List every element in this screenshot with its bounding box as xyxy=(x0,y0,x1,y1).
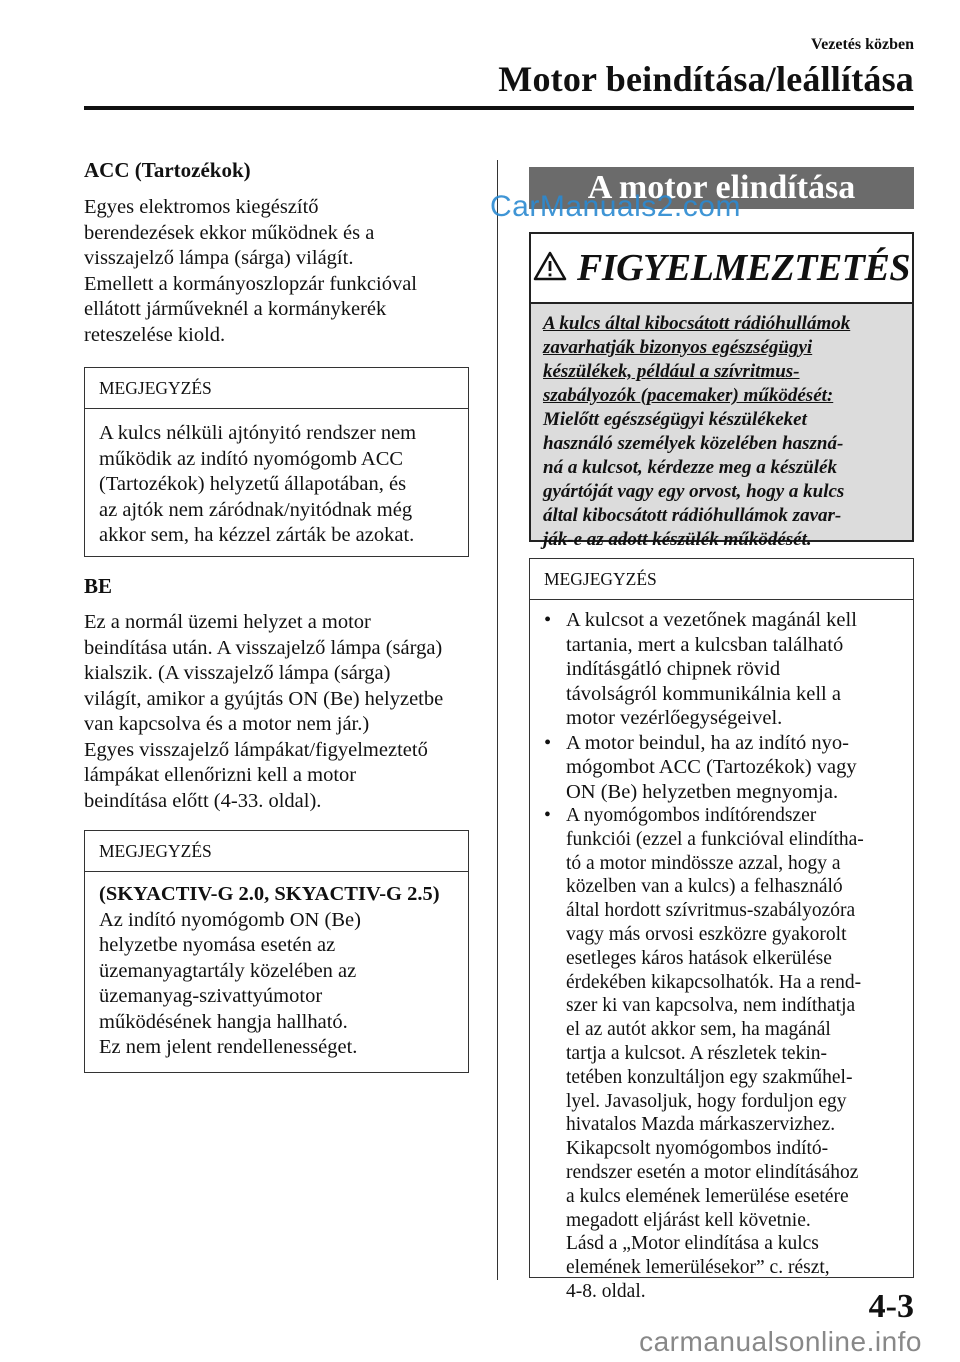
text-line: el az autót akkor sem, ha magánál xyxy=(566,1019,831,1041)
text-line: szabályozók (pacemaker) működését: xyxy=(543,385,834,406)
note-heading: MEGJEGYZÉS xyxy=(85,831,468,872)
text-line: A kulcs nélküli ajtónyitó rendszer nem xyxy=(99,422,417,444)
text-line: közelben van a kulcs) a felhasználó xyxy=(566,876,843,898)
text-line: Kikapcsolt nyomógombos indító- xyxy=(566,1138,829,1160)
text-line: tó a motor mindössze azzal, hogy a xyxy=(566,852,841,874)
text-line: Emellett a kormányoszlopzár funkcióval xyxy=(84,272,418,295)
warning-header xyxy=(531,234,912,304)
text-line: reteszelése kiold. xyxy=(84,323,226,346)
text-line: a kulcs elemének lemerülése esetére xyxy=(566,1185,849,1207)
text-line: zavarhatják bizonyos egészségügyi xyxy=(543,337,813,358)
page-number: 4-3 xyxy=(868,1288,914,1325)
text-line: A kulcs által kibocsátott rádióhullámok xyxy=(543,313,851,334)
bullet-icon: • xyxy=(544,731,552,754)
text-line: A nyomógombos indítórendszer xyxy=(566,805,817,826)
text-line: tartja a kulcsot. A részletek tekin- xyxy=(566,1042,827,1064)
footer-watermark: carmanualsonline.info xyxy=(639,1326,922,1357)
warning-box xyxy=(529,232,914,550)
bullet-item xyxy=(544,608,901,731)
text-line: által hordott szívritmus-szabályozóra xyxy=(566,900,856,922)
text-line: motor vezérlőegységeivel. xyxy=(566,707,783,729)
text-line: akkor sem, ha kézzel zárták be azokat. xyxy=(99,524,415,546)
text-line: van kapcsolva és a motor nem jár.) xyxy=(84,713,370,735)
text-line: berendezések ekkor működnek és a xyxy=(84,221,375,244)
acc-heading: ACC (Tartozékok) xyxy=(84,158,251,182)
text-line: használó személyek közelében haszná- xyxy=(543,433,844,454)
note-body xyxy=(530,600,913,1314)
section-banner: A motor elindítása xyxy=(529,167,914,209)
text-line: tetében konzultáljon egy szakműhel- xyxy=(566,1066,853,1088)
text-line: világít, amikor a gyújtás ON (Be) helyzetbe xyxy=(84,687,444,710)
text-line: 4-8. oldal. xyxy=(566,1280,646,1302)
text-line: működésének hangja hallható. xyxy=(99,1010,348,1033)
text-line: megadott eljárást kell követnie. xyxy=(566,1209,811,1231)
text-line: beindítása előtt (4-33. oldal). xyxy=(84,789,322,812)
text-line: üzemanyagtartály közelében az xyxy=(99,959,357,982)
text-line: ják-e az adott készülék működését. xyxy=(543,529,812,550)
section-label: Vezetés közben xyxy=(811,36,914,53)
text-line: kialszik. (A visszajelző lámpa (sárga) xyxy=(84,662,391,684)
warning-triangle-icon xyxy=(533,251,567,286)
page-title: Motor beindítása/leállítása xyxy=(498,59,914,99)
text-line: távolságról kommunikálnia kell a xyxy=(566,682,841,705)
text-line: rendszer esetén a motor elindításához xyxy=(566,1161,859,1183)
text-line: ná a kulcsot, kérdezze meg a készülék xyxy=(543,457,837,478)
note-subheading: (SKYACTIV-G 2.0, SKYACTIV-G 2.5) xyxy=(99,883,440,905)
note-heading: MEGJEGYZÉS xyxy=(85,368,468,409)
text-line: lámpákat ellenőrizni kell a motor xyxy=(84,764,357,786)
text-line: beindítása után. A visszajelző lámpa (sárga) xyxy=(84,636,443,659)
text-line: lyel. Javasoljuk, hogy forduljon egy xyxy=(566,1090,847,1112)
text-line: indításgátló chipnek rövid xyxy=(566,658,781,680)
text-line: Egyes elektromos kiegészítő xyxy=(84,196,319,218)
text-line: A kulcsot a vezetőnek magánál kell xyxy=(566,609,857,631)
note-box-keyless xyxy=(529,558,914,1302)
text-line: működik az indító nyomógomb ACC xyxy=(99,447,404,470)
text-line: Ez a normál üzemi helyzet a motor xyxy=(84,611,371,633)
text-line: visszajelző lámpa (sárga) világít. xyxy=(84,247,354,269)
bullet-item xyxy=(544,731,901,805)
note-box-acc xyxy=(84,367,469,557)
warning-title: FIGYELMEZTETÉS xyxy=(577,247,910,289)
header-rule xyxy=(84,106,914,110)
text-line: Egyes visszajelző lámpákat/figyelmeztető xyxy=(84,738,428,761)
text-line: elemének lemerülésekor” c. részt, xyxy=(566,1257,830,1279)
text-line: funkciói (ezzel a funkcióval elindítha- xyxy=(566,828,864,850)
note-box-skyactiv xyxy=(84,830,469,1073)
text-line: (Tartozékok) helyzetű állapotában, és xyxy=(99,473,407,495)
text-line: vagy más orvosi eszközre gyakorolt xyxy=(566,923,847,945)
text-line: érdekében kikapcsolhatók. Ha a rend- xyxy=(566,971,862,993)
text-line: tartania, mert a kulcsban található xyxy=(566,633,844,656)
text-line: hivatalos Mazda márkaszervizhez. xyxy=(566,1114,836,1136)
be-paragraph xyxy=(84,610,484,814)
column-divider xyxy=(497,160,498,1280)
bullet-icon: • xyxy=(544,805,551,826)
text-line: ON (Be) helyzetben megnyomja. xyxy=(566,780,839,803)
text-line: gyártóját vagy egy orvost, hogy a kulcs xyxy=(543,481,845,502)
be-heading: BE xyxy=(84,574,113,598)
text-line: készülékek, például a szívritmus- xyxy=(543,361,800,382)
text-line: A motor beindul, ha az indító nyo- xyxy=(566,731,849,754)
bullet-item xyxy=(544,804,901,1304)
watermark: CarManuals2.com xyxy=(490,190,741,223)
text-line: Mielőtt egészségügyi készülékeket xyxy=(543,409,807,430)
note-body xyxy=(85,409,468,559)
text-line: által kibocsátott rádióhullámok zavar- xyxy=(543,505,842,526)
bullet-icon: • xyxy=(544,609,552,631)
note-body xyxy=(85,872,468,1071)
text-line: ellátott járműveknél a kormánykerék xyxy=(84,298,387,320)
text-line: Az indító nyomógomb ON (Be) xyxy=(99,908,361,931)
text-line: Ez nem jelent rendellenességet. xyxy=(99,1036,358,1058)
text-line: esetleges káros hatások elkerülése xyxy=(566,947,832,969)
text-line: mógombot ACC (Tartozékok) vagy xyxy=(566,756,857,778)
text-line: üzemanyag-szivattyúmotor xyxy=(99,985,323,1007)
note-heading: MEGJEGYZÉS xyxy=(530,559,913,600)
text-line: az ajtók nem záródnak/nyitódnak még xyxy=(99,498,413,521)
text-line: helyzetbe nyomása esetén az xyxy=(99,934,336,956)
warning-body xyxy=(531,304,912,550)
text-line: Lásd a „Motor elindítása a kulcs xyxy=(566,1233,819,1255)
text-line: szer ki van kapcsolva, nem indíthatja xyxy=(566,995,856,1017)
acc-paragraph xyxy=(84,195,484,348)
